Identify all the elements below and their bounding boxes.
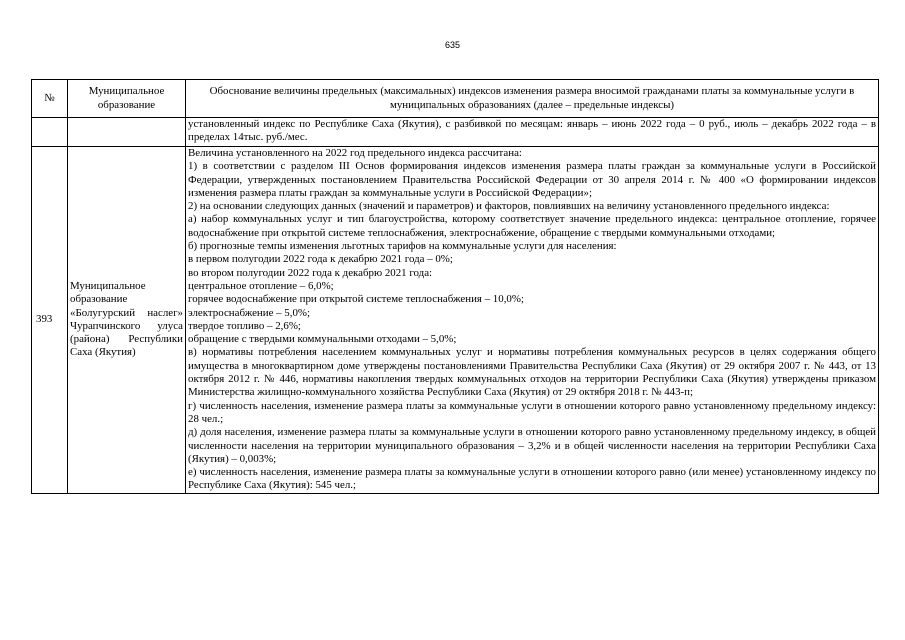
row-number: 393 — [32, 147, 68, 494]
paragraph: 1) в соответствии с разделом III Основ формирования индексов изменения размера платы граждан за коммунальные услуги в Российской Федерации, утвержденных постановлением Правительства Российской Федерации от 30 апреля 2014 г. № 400 «О формировании индексов изменения размера платы граждан за коммунальные услуги в Российской Федерации»; — [188, 160, 876, 199]
paragraph: твердое топливо – 2,6%; — [188, 319, 301, 332]
paragraph: во втором полугодии 2022 года к декабрю 2021 года: — [188, 266, 433, 279]
continuation-number-cell — [32, 118, 68, 147]
table-row — [32, 147, 879, 494]
continuation-text: установленный индекс по Республике Саха (Якутия), с разбивкой по месяцам: январь – июнь 2022 года – 0 руб., июль – декабрь 2022 года – в пределах 14тыс. руб./мес. — [186, 118, 879, 147]
paragraph: электроснабжение – 5,0%; — [188, 306, 311, 319]
paragraph: е) численность населения, изменение размера платы за коммунальные услуги в отношении которого равно (или менее) установленному индексу по Республике Саха (Якутия): 545 чел.; — [188, 466, 876, 492]
header-justification: Обоснование величины предельных (максимальных) индексов изменения размера вносимой гражданами платы за коммунальные услуги в муниципальных образованиях (далее – предельные индексы) — [186, 80, 879, 118]
row-justification — [186, 147, 879, 494]
page-number: 635 — [444, 40, 461, 50]
paragraph: а) набор коммунальных услуг и тип благоустройства, которому соответствует значение предельного индекса: центральное отопление, горячее водоснабжение при открытой системе теплоснабжения, электроснабжение, обращение с твердыми коммунальными отходами; — [188, 213, 876, 239]
continuation-row — [32, 118, 879, 147]
header-number: № — [32, 80, 68, 118]
paragraph: б) прогнозные темпы изменения льготных тарифов на коммунальные услуги для населения: — [188, 240, 617, 253]
paragraph: в) нормативы потребления населением коммунальных услуг и нормативы потребления коммунальных ресурсов в целях содержания общего имущества в многоквартирном доме утверждены постановлениями Правительства Республики Саха (Якутия) от 29 октября 2007 г. № 443, от 13 октября 2012 г. № 446, нормативы накопления твердых коммунальных отходов на территории Республики Саха (Якутия) утверждены приказом Министерства жилищно-коммунального хозяйства Республики Саха (Якутия) от 29 октября 2018 г. № 443-п; — [188, 346, 876, 399]
row-municipality: Муниципальное образование «Болугурский наслег» Чурапчинского улуса (района) Республики Саха (Якутия) — [68, 147, 186, 494]
paragraph: д) доля населения, изменение размера платы за коммунальные услуги в отношении которого равно установленному предельному индексу, в общей численности населения на территории муниципального образования – 3,2% и в общей численности населения на территории Республики Саха (Якутия) – 0,003%; — [188, 426, 876, 465]
paragraph: г) численность населения, изменение размера платы за коммунальные услуги в отношении которого равно установленному предельному индексу: 28 чел.; — [188, 399, 876, 425]
paragraph: 2) на основании следующих данных (значений и параметров) и факторов, повлиявших на величину установленного предельного индекса: — [188, 200, 830, 213]
paragraph: обращение с твердыми коммунальными отходами – 5,0%; — [188, 333, 457, 346]
index-table — [31, 79, 879, 494]
continuation-municipality-cell — [68, 118, 186, 147]
table-header-row — [32, 80, 879, 118]
paragraph: в первом полугодии 2022 года к декабрю 2021 года – 0%; — [188, 253, 453, 266]
paragraph: горячее водоснабжение при открытой системе теплоснабжения – 10,0%; — [188, 293, 524, 306]
paragraph: Величина установленного на 2022 год предельного индекса рассчитана: — [188, 147, 522, 159]
header-municipality: Муниципальное образование — [68, 80, 186, 118]
paragraph: центральное отопление – 6,0%; — [188, 279, 334, 292]
